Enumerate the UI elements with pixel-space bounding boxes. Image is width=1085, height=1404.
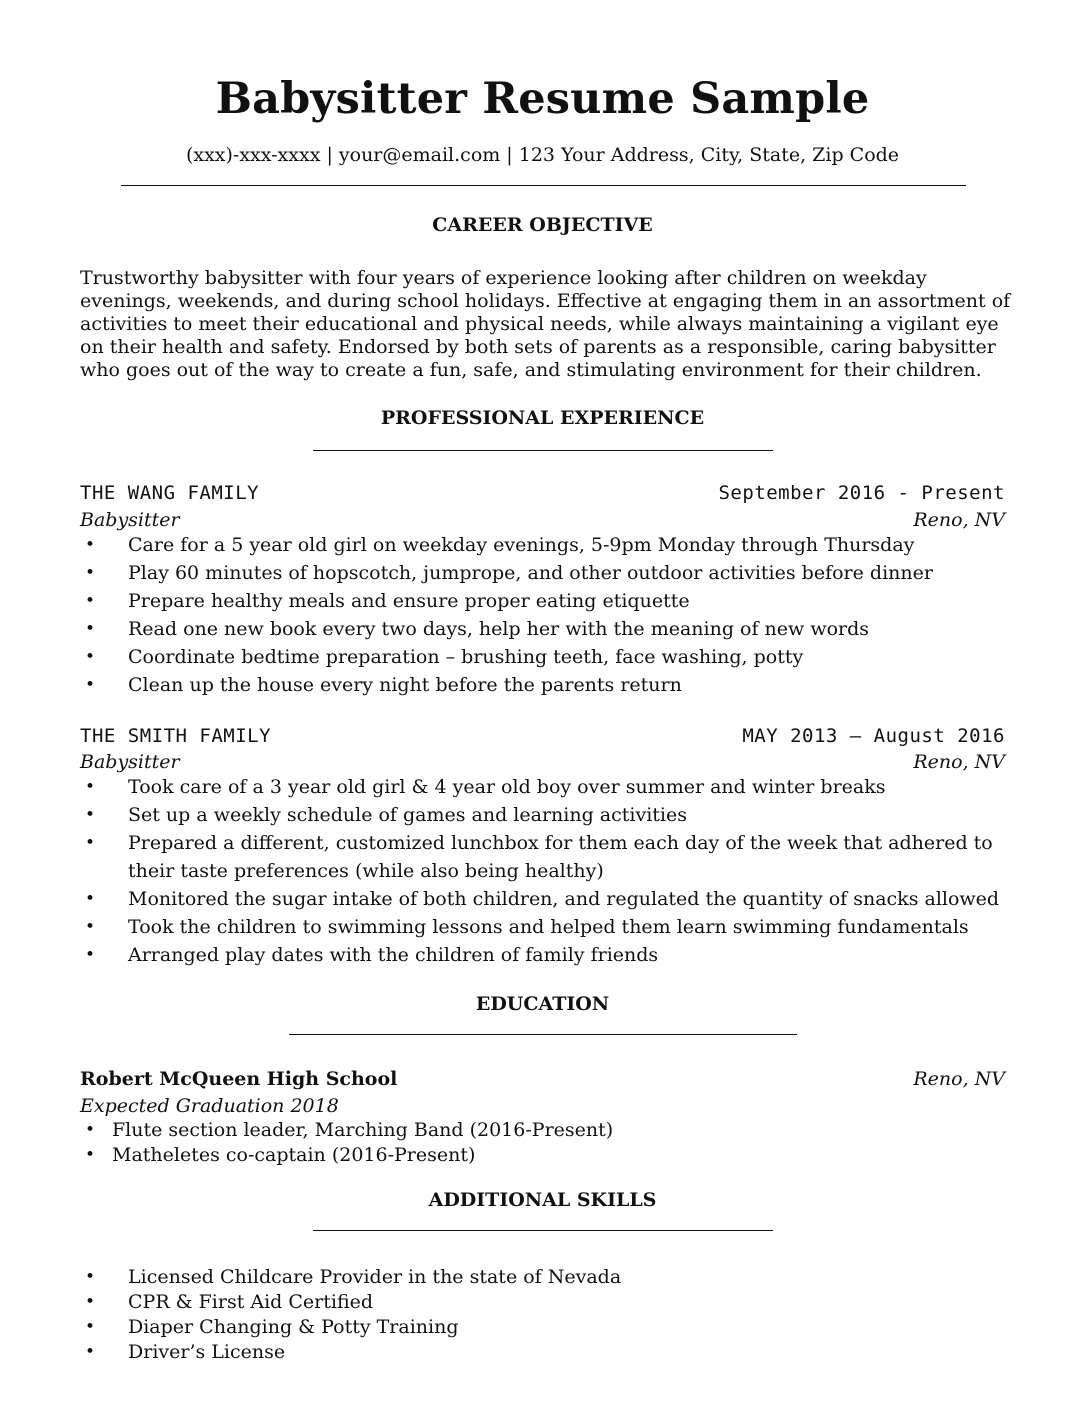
duty-text: Coordinate bedtime preparation – brushing teeth, face washing, potty [128,646,804,668]
list-item [80,1143,1015,1168]
job-duties-list [80,773,1015,969]
school-name: Robert McQueen High School [80,1068,398,1090]
additional-skills-heading: ADDITIONAL SKILLS [428,1189,657,1211]
education-item-text: Flute section leader, Marching Band (2016-Present) [112,1119,614,1141]
job-location: Reno, NV [913,751,1005,773]
skill-text: Driver’s License [128,1341,286,1363]
job-dates: September 2016 - Present [718,482,1005,504]
list-item [80,1315,1015,1340]
list-item [80,1265,1015,1290]
duty-text: Read one new book every two days, help her with the meaning of new words [128,618,870,640]
bullet-icon: • [85,535,96,555]
duty-text: Clean up the house every night before the parents return [128,674,682,696]
duty-text: Prepared a different, customized lunchbox for them each day of the week that adhered to their taste preferences (while also being healthy) [128,832,993,882]
education-item-text: Matheletes co-captain (2016-Present) [112,1144,476,1166]
job-location: Reno, NV [913,509,1005,531]
career-objective-heading: CAREER OBJECTIVE [432,214,653,236]
bullet-icon: • [85,1145,96,1165]
list-item [80,615,1015,643]
duty-text: Play 60 minutes of hopscotch, jumprope, and other outdoor activities before dinner [128,562,933,584]
list-item [80,773,1015,801]
header-divider [121,185,966,186]
skill-text: CPR & First Aid Certified [128,1291,374,1313]
bullet-icon: • [85,833,96,853]
list-item [80,671,1015,699]
school-header [80,1066,1005,1092]
list-item [80,587,1015,615]
list-item [80,643,1015,671]
job-duties-list [80,531,1015,699]
bullet-icon: • [85,777,96,797]
job-title: Babysitter [80,509,180,531]
education-divider [289,1034,797,1035]
professional-experience-heading: PROFESSIONAL EXPERIENCE [380,407,705,429]
job-subheader [80,749,1005,775]
duty-text: Arranged play dates with the children of family friends [128,944,659,966]
bullet-icon: • [85,1342,96,1362]
bullet-icon: • [85,889,96,909]
school-location: Reno, NV [913,1068,1005,1090]
employer-name: THE WANG FAMILY [80,482,260,504]
career-objective-text: Trustworthy babysitter with four years of experience looking after children on weekday evenings, weekends, and during school holidays. Effective at engaging them in an assortment of activities to meet their educational and physical needs, while always maintaining a vigilant eye on their health and safety. Endorsed by both sets of parents as a responsible, caring babysitter who goes out of the way to create a fun, safe, and stimulating environment for their children. [80,267,1011,381]
bullet-icon: • [85,675,96,695]
duty-text: Set up a weekly schedule of games and learning activities [128,804,687,826]
job-dates: MAY 2013 – August 2016 [742,725,1005,747]
duty-text: Monitored the sugar intake of both children, and regulated the quantity of snacks allowed [128,888,1000,910]
list-item [80,531,1015,559]
duty-text: Took care of a 3 year old girl & 4 year old boy over summer and winter breaks [128,776,886,798]
education-heading: EDUCATION [475,993,610,1015]
duty-text: Took the children to swimming lessons and helped them learn swimming fundamentals [128,916,969,938]
graduation-row [80,1093,1005,1119]
list-item [80,801,1015,829]
bullet-icon: • [85,1292,96,1312]
bullet-icon: • [85,1267,96,1287]
list-item [80,913,1015,941]
skills-list [80,1265,1015,1365]
bullet-icon: • [85,1120,96,1140]
duty-text: Care for a 5 year old girl on weekday evenings, 5-9pm Monday through Thursday [128,534,915,556]
job-header [80,723,1005,749]
bullet-icon: • [85,563,96,583]
page-title: Babysitter Resume Sample [215,74,870,124]
skill-text: Licensed Childcare Provider in the state of Nevada [128,1266,622,1288]
job-subheader [80,507,1005,533]
duty-text: Prepare healthy meals and ensure proper eating etiquette [128,590,690,612]
list-item [80,1118,1015,1143]
list-item [80,885,1015,913]
bullet-icon: • [85,805,96,825]
employer-name: THE SMITH FAMILY [80,725,272,747]
graduation-date: Expected Graduation 2018 [80,1095,339,1117]
list-item [80,829,1015,885]
skill-text: Diaper Changing & Potty Training [128,1316,459,1338]
bullet-icon: • [85,945,96,965]
skills-divider [313,1230,773,1231]
education-list [80,1118,1015,1168]
experience-divider [313,450,773,451]
list-item [80,1340,1015,1365]
list-item [80,559,1015,587]
bullet-icon: • [85,647,96,667]
list-item [80,1290,1015,1315]
bullet-icon: • [85,917,96,937]
bullet-icon: • [85,619,96,639]
job-title: Babysitter [80,751,180,773]
bullet-icon: • [85,1317,96,1337]
list-item [80,941,1015,969]
bullet-icon: • [85,591,96,611]
contact-line: (xxx)-xxx-xxxx | your@email.com | 123 Your Address, City, State, Zip Code [185,144,900,166]
job-header [80,480,1005,506]
